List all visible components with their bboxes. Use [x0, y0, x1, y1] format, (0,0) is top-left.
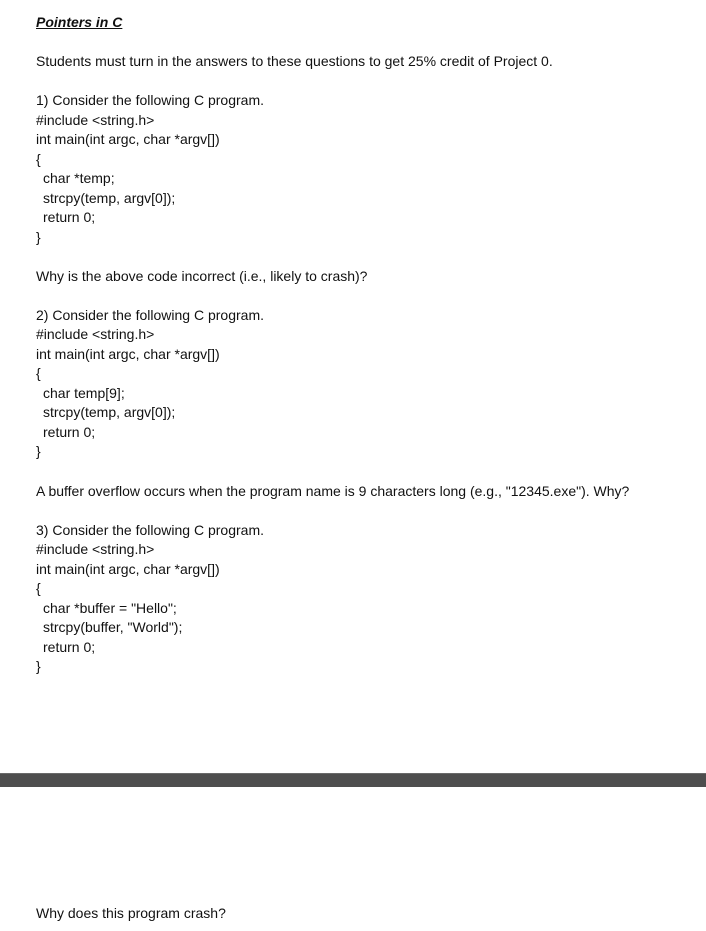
q3-code-line-1: char *buffer = "Hello";: [43, 600, 177, 616]
page-break-separator: [0, 773, 706, 787]
page-title: Pointers in C: [36, 14, 123, 30]
q1-code-line-3: return 0;: [43, 209, 96, 225]
q3-code-line-3: return 0;: [43, 639, 96, 655]
intro-text: Students must turn in the answers to these questions to get 25% credit of Project 0.: [36, 53, 553, 69]
q3-code-line-2: strcpy(buffer, "World");: [43, 619, 183, 635]
q3-include-line: #include <string.h>: [36, 541, 155, 557]
q2-code-line-3: return 0;: [43, 424, 96, 440]
q1-include-line: #include <string.h>: [36, 112, 155, 128]
document-page-2: [0, 787, 706, 931]
q1-open-brace: {: [36, 151, 41, 167]
q1-signature-line: int main(int argc, char *argv[]): [36, 131, 220, 147]
q3-signature-line: int main(int argc, char *argv[]): [36, 561, 220, 577]
q1-heading: 1) Consider the following C program.: [36, 92, 264, 108]
q1-code-line-1: char *temp;: [43, 170, 115, 186]
q2-code-line-2: strcpy(temp, argv[0]);: [43, 404, 176, 420]
q2-signature-line: int main(int argc, char *argv[]): [36, 346, 220, 362]
q3-prompt: Why does this program crash?: [36, 905, 226, 921]
q1-prompt: Why is the above code incorrect (i.e., likely to crash)?: [36, 268, 368, 284]
q2-prompt: A buffer overflow occurs when the program name is 9 characters long (e.g., "12345.exe"). Why?: [36, 483, 630, 499]
q2-code-line-1: char temp[9];: [43, 385, 125, 401]
q1-close-brace: }: [36, 229, 41, 245]
q1-code-line-2: strcpy(temp, argv[0]);: [43, 190, 176, 206]
q2-close-brace: }: [36, 443, 41, 459]
q3-close-brace: }: [36, 658, 41, 674]
q2-heading: 2) Consider the following C program.: [36, 307, 264, 323]
q3-heading: 3) Consider the following C program.: [36, 522, 264, 538]
q3-open-brace: {: [36, 580, 41, 596]
q2-include-line: #include <string.h>: [36, 326, 155, 342]
q2-open-brace: {: [36, 365, 41, 381]
